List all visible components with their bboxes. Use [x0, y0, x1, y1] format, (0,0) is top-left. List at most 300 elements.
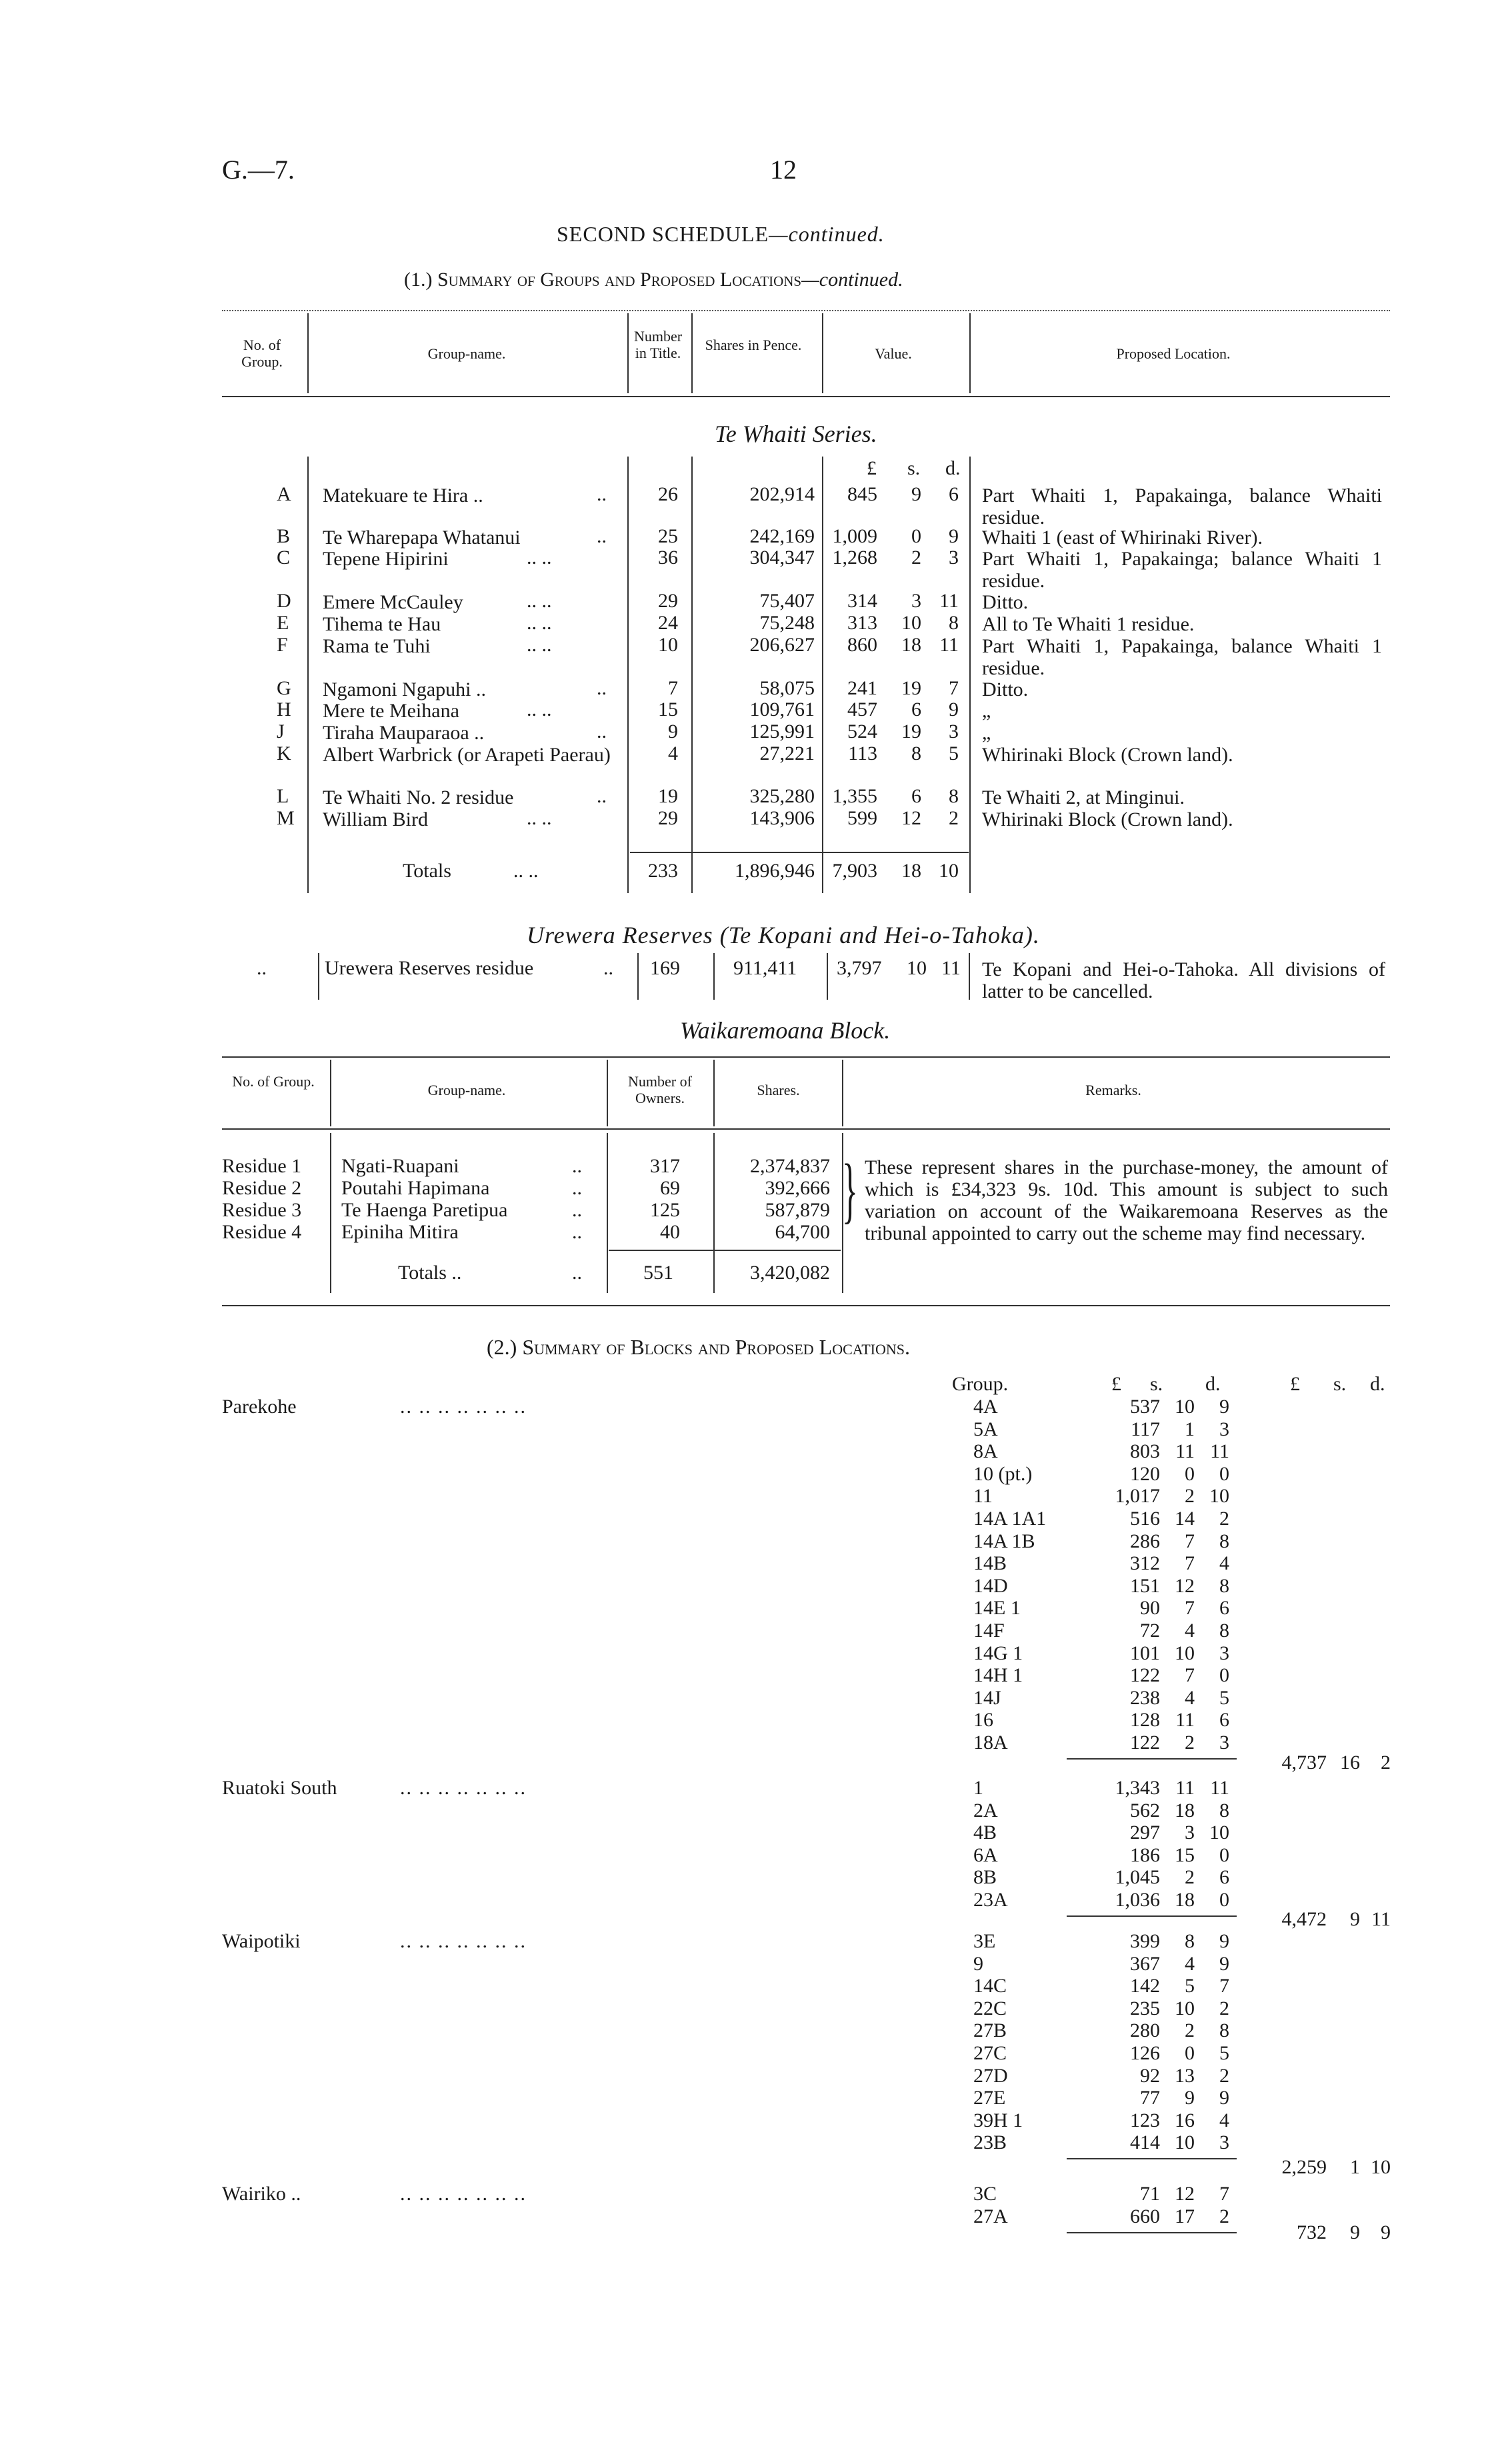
entry-group: 18A	[973, 1732, 1008, 1754]
group-pence: 9	[949, 525, 959, 547]
entry-pounds: 72	[1140, 1620, 1160, 1642]
group-pounds: 1,268	[832, 547, 877, 569]
entry-group: 27A	[973, 2205, 1008, 2227]
group-pence: 8	[949, 785, 959, 807]
entry-group: 27D	[973, 2064, 1008, 2087]
urewera-shillings: 10	[907, 957, 927, 979]
entry-group: 4A	[973, 1396, 998, 1418]
group-pounds: 1,355	[832, 785, 877, 807]
group-pounds: 845	[847, 483, 877, 505]
waik-col-no: No. of Group.	[232, 1073, 315, 1090]
group-shillings: 8	[911, 742, 921, 764]
group-pounds: 599	[847, 807, 877, 829]
subtitle-main: (1.) Summary of Groups and Proposed Locations	[404, 269, 802, 291]
entry-pence: 0	[1219, 1889, 1229, 1911]
entry-shillings: 9	[1185, 2087, 1195, 2109]
group-title: 10	[658, 634, 678, 656]
group-shillings: 3	[911, 590, 921, 612]
entry-shillings: 7	[1185, 1597, 1195, 1620]
group-name: Tepene Hipirini	[323, 548, 449, 570]
group-name: William Bird	[323, 808, 428, 830]
entry-pence: 8	[1219, 1799, 1229, 1822]
entry-pounds: 414	[1130, 2131, 1160, 2154]
entry-shillings: 7	[1185, 1664, 1195, 1687]
summary2-units-s1: s.	[1150, 1373, 1163, 1395]
group-title: 25	[658, 525, 678, 547]
group-shares: 27,221	[759, 742, 815, 764]
table1-header-rule	[222, 396, 1390, 397]
entry-pence: 10	[1209, 1822, 1229, 1844]
waik-col-shares: Shares.	[757, 1082, 800, 1098]
entry-pence: 8	[1219, 2019, 1229, 2042]
entry-group: 14F	[973, 1620, 1005, 1642]
entry-pence: 2	[1219, 1997, 1229, 2019]
group-no: F	[277, 634, 288, 656]
group-name: Te Wharepapa Whatanui	[323, 527, 521, 549]
entry-shillings: 10	[1175, 1997, 1195, 2019]
entry-shillings: 12	[1175, 1574, 1195, 1597]
entry-group: 14C	[973, 1975, 1007, 1997]
entry-group: 10 (pt.)	[973, 1462, 1033, 1485]
group-title: 15	[658, 698, 678, 720]
entry-pounds: 280	[1130, 2019, 1160, 2042]
waik-name: Ngati-Ruapani	[341, 1155, 459, 1177]
entry-group: 9	[973, 1952, 983, 1975]
group-pence: 11	[939, 634, 959, 656]
entry-pence: 9	[1219, 1952, 1229, 1975]
group-no: E	[277, 612, 289, 634]
group-name: Matekuare te Hira ..	[323, 485, 483, 507]
group-shares: 125,991	[749, 720, 815, 742]
subtitle-cont: —continued.	[801, 269, 903, 291]
summary2-col-group: Group.	[952, 1373, 1009, 1395]
group-title: 4	[668, 742, 678, 764]
group-dots: ..	[597, 483, 607, 505]
waik-owners: 317	[650, 1155, 680, 1177]
entry-pence: 9	[1219, 1396, 1229, 1418]
group-dots: .. ..	[527, 634, 552, 656]
entry-pounds: 122	[1130, 1732, 1160, 1754]
group-shillings: 10	[901, 612, 921, 634]
group-pence: 9	[949, 698, 959, 720]
waik-remarks: These represent shares in the purchase-money, the amount of which is £34,323 9s. 10d. This amount is subject to such variation on account of the Waikaremoana Reserves as the tribunal appointed to carry out the scheme may find necessary.	[865, 1156, 1388, 1244]
group-location: All to Te Whaiti 1 residue.	[982, 613, 1195, 635]
entry-group: 4B	[973, 1822, 997, 1844]
group-no: D	[277, 590, 291, 612]
entry-pence: 8	[1219, 1620, 1229, 1642]
waik-name: Te Haenga Paretipua	[341, 1199, 508, 1221]
group-name: Tiraha Mauparaoa ..	[323, 722, 485, 744]
entry-group: 6A	[973, 1844, 998, 1866]
units-pound: £	[867, 457, 877, 479]
block-total-shillings: 9	[1350, 2221, 1360, 2243]
group-no: J	[277, 720, 285, 742]
entry-group: 27C	[973, 2042, 1007, 2064]
entry-shillings: 18	[1175, 1889, 1195, 1911]
waik-dots: ..	[572, 1221, 582, 1243]
group-shares: 325,280	[749, 785, 815, 807]
entry-pence: 10	[1209, 1485, 1229, 1508]
block-total-pence: 2	[1381, 1752, 1391, 1774]
block-subtotal-rule	[1067, 1915, 1237, 1917]
table1-col-location: Proposed Location.	[1116, 345, 1231, 362]
schedule-title	[557, 223, 885, 245]
urewera-pence: 11	[941, 957, 961, 979]
entry-shillings: 10	[1175, 1396, 1195, 1418]
entry-shillings: 5	[1185, 1975, 1195, 1997]
entry-shillings: 0	[1185, 1462, 1195, 1485]
block-total-shillings: 1	[1350, 2156, 1360, 2178]
entry-group: 27B	[973, 2019, 1007, 2042]
waik-dots: ..	[572, 1199, 582, 1221]
group-pounds: 113	[848, 742, 877, 764]
block-subtotal-rule	[1067, 2158, 1237, 2159]
table1-top-rule	[222, 310, 1390, 311]
block-total-pence: 10	[1371, 2156, 1391, 2178]
group-shares: 202,914	[749, 483, 815, 505]
summary2-heading: (2.) Summary of Blocks and Proposed Locations.	[487, 1335, 910, 1359]
units-pence: d.	[945, 457, 961, 479]
waik-shares: 2,374,837	[750, 1155, 830, 1177]
group-location: Whirinaki Block (Crown land).	[982, 808, 1233, 830]
block-leader: .. .. .. .. .. .. ..	[400, 2183, 527, 2205]
table1-col-title: Number in Title.	[633, 328, 683, 362]
entry-pounds: 151	[1130, 1574, 1160, 1597]
entry-shillings: 7	[1185, 1530, 1195, 1552]
entry-pence: 2	[1219, 2064, 1229, 2087]
entry-shillings: 17	[1175, 2205, 1195, 2227]
waik-shares: 587,879	[765, 1199, 830, 1221]
entry-group: 8A	[973, 1440, 998, 1463]
waik-col-owners: Number of Owners.	[628, 1073, 692, 1107]
group-name: Te Whaiti No. 2 residue	[323, 786, 514, 808]
te-whaiti-totals-shares: 1,896,946	[735, 860, 815, 882]
group-shillings: 6	[911, 698, 921, 720]
waik-shares: 392,666	[765, 1177, 830, 1199]
group-pence: 5	[949, 742, 959, 764]
group-location: Part Whaiti 1, Papakainga, balance Whaiti 1 residue.	[982, 635, 1382, 679]
entry-pence: 7	[1219, 1975, 1229, 1997]
block-total-pounds: 732	[1297, 2221, 1327, 2243]
entry-pounds: 101	[1130, 1642, 1160, 1664]
group-location: Ditto.	[982, 678, 1029, 700]
entry-shillings: 2	[1185, 1866, 1195, 1889]
waik-totals-owners: 551	[643, 1262, 673, 1284]
te-whaiti-totals-dots: .. ..	[513, 860, 539, 882]
urewera-title: 169	[650, 957, 680, 979]
entry-pence: 0	[1219, 1462, 1229, 1485]
group-shares: 242,169	[749, 525, 815, 547]
entry-pence: 8	[1219, 1530, 1229, 1552]
entry-pounds: 128	[1130, 1709, 1160, 1732]
entry-pence: 5	[1219, 1686, 1229, 1709]
entry-pounds: 92	[1140, 2064, 1160, 2087]
table1-col-no: No. of Group.	[241, 337, 283, 371]
block-total-pounds: 4,472	[1281, 1908, 1327, 1930]
block-leader: .. .. .. .. .. .. ..	[400, 1777, 527, 1799]
group-pounds: 313	[847, 612, 877, 634]
group-dots: .. ..	[527, 807, 552, 829]
entry-pounds: 399	[1130, 1930, 1160, 1952]
entry-shillings: 16	[1175, 2109, 1195, 2131]
waik-no: Residue 1	[222, 1155, 302, 1177]
entry-pence: 3	[1219, 1732, 1229, 1754]
summary2-units-d2: d.	[1370, 1373, 1385, 1395]
waik-totals-shares: 3,420,082	[750, 1262, 830, 1284]
waik-totals-dots: ..	[572, 1262, 582, 1284]
group-pence: 3	[949, 720, 959, 742]
group-name: Rama te Tuhi	[323, 635, 431, 657]
entry-pounds: 77	[1140, 2087, 1160, 2109]
group-location: Whirinaki Block (Crown land).	[982, 744, 1233, 766]
group-no: A	[277, 483, 291, 505]
te-whaiti-totals-title: 233	[648, 860, 678, 882]
entry-pence: 5	[1219, 2042, 1229, 2064]
group-location: „	[982, 722, 991, 744]
group-title: 29	[658, 807, 678, 829]
entry-shillings: 1	[1185, 1418, 1195, 1440]
te-whaiti-totals-pence: 10	[939, 860, 959, 882]
group-shares: 143,906	[749, 807, 815, 829]
entry-pence: 6	[1219, 1597, 1229, 1620]
entry-pence: 2	[1219, 1508, 1229, 1530]
block-subtotal-rule	[1067, 2232, 1237, 2233]
waik-col-name: Group-name.	[427, 1082, 506, 1098]
entry-shillings: 2	[1185, 1485, 1195, 1508]
group-title: 24	[658, 612, 678, 634]
entry-pence: 2	[1219, 2205, 1229, 2227]
summary2-units-s2: s.	[1333, 1373, 1347, 1395]
entry-group: 5A	[973, 1418, 998, 1440]
schedule-title-cont: —continued.	[769, 222, 885, 246]
page-ref: G.—7.	[222, 155, 295, 185]
group-title: 29	[658, 590, 678, 612]
group-pounds: 524	[847, 720, 877, 742]
group-title: 26	[658, 483, 678, 505]
group-shares: 109,761	[749, 698, 815, 720]
group-no: H	[277, 698, 291, 720]
urewera-location: Te Kopani and Hei-o-Tahoka. All divisions of latter to be cancelled.	[982, 958, 1385, 1002]
entry-shillings: 2	[1185, 2019, 1195, 2042]
entry-group: 14B	[973, 1552, 1007, 1575]
entry-shillings: 8	[1185, 1930, 1195, 1952]
waik-owners: 40	[660, 1221, 680, 1243]
group-shares: 304,347	[749, 547, 815, 569]
group-shares: 75,407	[759, 590, 815, 612]
group-shillings: 12	[901, 807, 921, 829]
waik-no: Residue 3	[222, 1199, 302, 1221]
group-title: 7	[668, 677, 678, 699]
group-shillings: 18	[901, 634, 921, 656]
entry-pounds: 367	[1130, 1952, 1160, 1975]
entry-pounds: 516	[1130, 1508, 1160, 1530]
group-title: 9	[668, 720, 678, 742]
entry-pounds: 562	[1130, 1799, 1160, 1822]
waik-no: Residue 4	[222, 1221, 302, 1243]
block-subtotal-rule	[1067, 1758, 1237, 1760]
waikaremoana-heading: Waikaremoana Block.	[680, 1017, 891, 1044]
entry-pounds: 1,017	[1115, 1485, 1160, 1508]
block-name: Waipotiki	[222, 1930, 301, 1952]
entry-pounds: 90	[1140, 1597, 1160, 1620]
entry-shillings: 18	[1175, 1799, 1195, 1822]
entry-pence: 9	[1219, 2087, 1229, 2109]
waik-totals-label: Totals ..	[398, 1262, 462, 1284]
summary2-units-d1: d.	[1205, 1373, 1221, 1395]
entry-group: 27E	[973, 2087, 1006, 2109]
entry-shillings: 7	[1185, 1552, 1195, 1575]
entry-pounds: 235	[1130, 1997, 1160, 2019]
entry-pence: 6	[1219, 1866, 1229, 1889]
entry-group: 11	[973, 1485, 993, 1508]
group-name: Mere te Meihana	[323, 700, 459, 722]
entry-pence: 3	[1219, 1642, 1229, 1664]
entry-group: 14D	[973, 1574, 1008, 1597]
entry-pence: 11	[1210, 1440, 1229, 1463]
group-location: Te Whaiti 2, at Minginui.	[982, 786, 1185, 808]
group-dots: .. ..	[527, 698, 552, 720]
group-title: 36	[658, 547, 678, 569]
entry-shillings: 14	[1175, 1508, 1195, 1530]
te-whaiti-heading: Te Whaiti Series.	[715, 421, 877, 447]
group-pounds: 241	[847, 677, 877, 699]
group-dots: ..	[597, 720, 607, 742]
block-total-pence: 11	[1371, 1908, 1391, 1930]
entry-shillings: 4	[1185, 1686, 1195, 1709]
units-shilling: s.	[907, 457, 921, 479]
group-location: Whaiti 1 (east of Whirinaki River).	[982, 527, 1263, 549]
table1-col-value: Value.	[875, 345, 912, 362]
entry-group: 2A	[973, 1799, 998, 1822]
schedule-subtitle	[404, 270, 903, 290]
group-shares: 58,075	[759, 677, 815, 699]
entry-pence: 7	[1219, 2183, 1229, 2205]
te-whaiti-totals-shillings: 18	[901, 860, 921, 882]
entry-shillings: 11	[1175, 1440, 1195, 1463]
group-shillings: 19	[901, 677, 921, 699]
entry-pounds: 803	[1130, 1440, 1160, 1463]
waik-owners: 125	[650, 1199, 680, 1221]
entry-pounds: 1,036	[1115, 1889, 1160, 1911]
group-pence: 2	[949, 807, 959, 829]
group-pounds: 457	[847, 698, 877, 720]
entry-pounds: 537	[1130, 1396, 1160, 1418]
entry-pounds: 312	[1130, 1552, 1160, 1575]
te-whaiti-totals-pounds: 7,903	[832, 860, 877, 882]
summary2-units-l1: £	[1111, 1373, 1121, 1395]
entry-pence: 8	[1219, 1574, 1229, 1597]
waik-bottom-rule	[222, 1305, 1390, 1306]
block-name: Wairiko ..	[222, 2183, 301, 2205]
entry-shillings: 11	[1175, 1777, 1195, 1799]
group-shillings: 2	[911, 547, 921, 569]
entry-group: 14J	[973, 1686, 1001, 1709]
entry-group: 22C	[973, 1997, 1007, 2019]
table1-col-shares: Shares in Pence.	[705, 337, 802, 353]
group-no: B	[277, 525, 291, 547]
group-shillings: 0	[911, 525, 921, 547]
entry-pounds: 286	[1130, 1530, 1160, 1552]
entry-pounds: 142	[1130, 1975, 1160, 1997]
entry-pence: 0	[1219, 1844, 1229, 1866]
group-pence: 7	[949, 677, 959, 699]
group-dots: ..	[597, 785, 607, 807]
entry-group: 14G 1	[973, 1642, 1023, 1664]
group-shillings: 9	[911, 483, 921, 505]
block-total-pounds: 4,737	[1281, 1752, 1327, 1774]
waik-owners: 69	[660, 1177, 680, 1199]
waik-shares: 64,700	[775, 1221, 830, 1243]
group-location: „	[982, 700, 991, 722]
block-leader: .. .. .. .. .. .. ..	[400, 1930, 527, 1952]
group-no: M	[277, 807, 295, 829]
group-name: Ngamoni Ngapuhi ..	[323, 678, 486, 700]
waik-dots: ..	[572, 1155, 582, 1177]
entry-pounds: 71	[1140, 2183, 1160, 2205]
entry-shillings: 13	[1175, 2064, 1195, 2087]
group-location: Part Whaiti 1, Papakainga, balance Whaiti residue.	[982, 485, 1382, 529]
group-name: Emere McCauley	[323, 591, 463, 613]
group-no: L	[277, 785, 289, 807]
te-whaiti-totals-label: Totals	[403, 860, 451, 882]
te-whaiti-total-rule	[630, 852, 969, 853]
page-number: 12	[770, 155, 797, 185]
group-shillings: 19	[901, 720, 921, 742]
block-name: Ruatoki South	[222, 1777, 337, 1799]
group-title: 19	[658, 785, 678, 807]
entry-pence: 3	[1219, 2131, 1229, 2154]
block-total-shillings: 9	[1350, 1908, 1360, 1930]
entry-group: 8B	[973, 1866, 997, 1889]
group-pence: 3	[949, 547, 959, 569]
waik-no: Residue 2	[222, 1177, 302, 1199]
entry-pounds: 238	[1130, 1686, 1160, 1709]
entry-group: 23B	[973, 2131, 1007, 2154]
entry-shillings: 12	[1175, 2183, 1195, 2205]
entry-pence: 4	[1219, 1552, 1229, 1575]
entry-group: 14H 1	[973, 1664, 1023, 1687]
waik-dots: ..	[572, 1177, 582, 1199]
entry-shillings: 10	[1175, 2131, 1195, 2154]
entry-shillings: 2	[1185, 1732, 1195, 1754]
entry-group: 39H 1	[973, 2109, 1023, 2131]
waik-name: Poutahi Hapimana	[341, 1177, 490, 1199]
entry-shillings: 10	[1175, 1642, 1195, 1664]
block-leader: .. .. .. .. .. .. ..	[400, 1396, 527, 1418]
group-no: C	[277, 547, 291, 569]
waik-total-rule	[609, 1250, 841, 1251]
group-dots: .. ..	[527, 547, 552, 569]
entry-shillings: 0	[1185, 2042, 1195, 2064]
urewera-shares: 911,411	[733, 957, 797, 979]
entry-pounds: 122	[1130, 1664, 1160, 1687]
urewera-dots: ..	[603, 957, 613, 979]
entry-pounds: 297	[1130, 1822, 1160, 1844]
group-location: Ditto.	[982, 591, 1029, 613]
waik-col-remarks: Remarks.	[1085, 1082, 1141, 1098]
entry-pence: 9	[1219, 1930, 1229, 1952]
entry-group: 3C	[973, 2183, 997, 2205]
group-name: Albert Warbrick (or Arapeti Paerau)	[323, 744, 611, 766]
waik-top-rule	[222, 1056, 1390, 1058]
schedule-title-main: SECOND SCHEDULE	[557, 222, 769, 246]
block-total-shillings: 16	[1340, 1752, 1360, 1774]
group-pounds: 860	[847, 634, 877, 656]
table1-col-name: Group-name.	[427, 345, 506, 362]
entry-group: 23A	[973, 1889, 1008, 1911]
summary2-units-l2: £	[1290, 1373, 1300, 1395]
entry-pence: 3	[1219, 1418, 1229, 1440]
